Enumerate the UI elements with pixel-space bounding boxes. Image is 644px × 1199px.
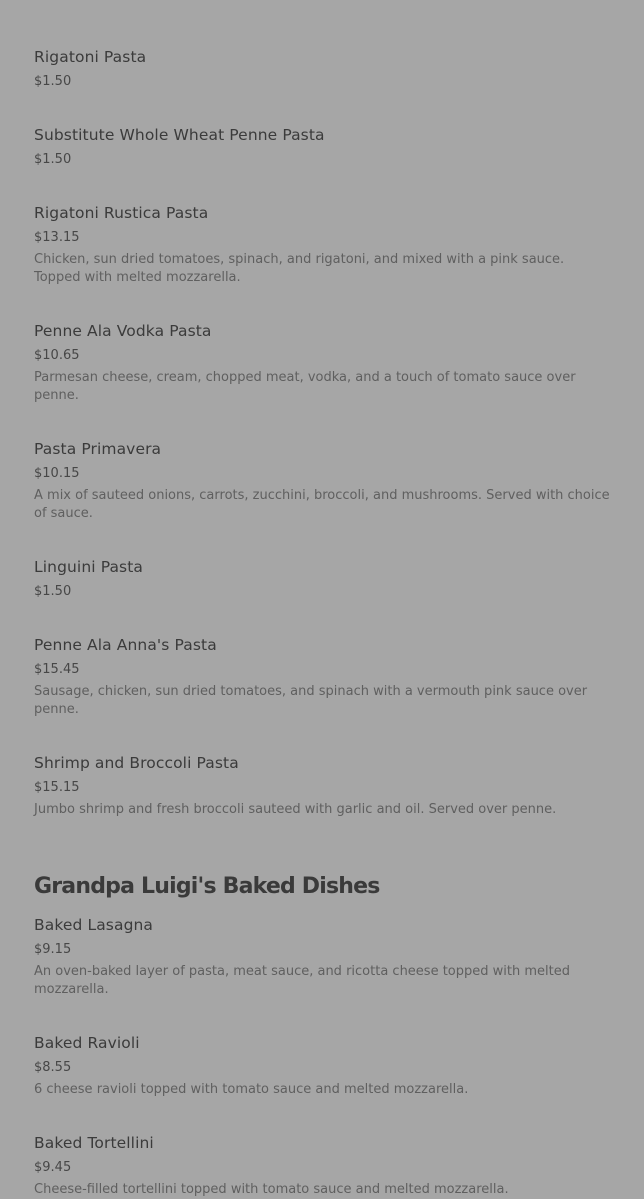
menu-item-price: $1.50 bbox=[34, 584, 72, 599]
menu-item-name: Baked Tortellini bbox=[34, 1134, 154, 1152]
menu-item[interactable] bbox=[34, 203, 614, 287]
menu-item-price: $1.50 bbox=[34, 74, 72, 89]
menu-item-price: $10.65 bbox=[34, 348, 80, 363]
menu-item[interactable] bbox=[34, 1133, 614, 1199]
menu-item-description bbox=[34, 0, 614, 3]
menu-content bbox=[34, 0, 614, 1199]
menu-item-name: Pasta Primavera bbox=[34, 440, 162, 458]
menu-item-name: Linguini Pasta bbox=[34, 558, 143, 576]
menu-item-description: Chicken, sun dried tomatoes, spinach, and rigatoni, and mixed with a pink sauce. Topped with melted mozzarella. bbox=[34, 252, 565, 285]
menu-item-name: Baked Ravioli bbox=[34, 1034, 140, 1052]
menu-item-name: Penne Ala Vodka Pasta bbox=[34, 322, 212, 340]
menu-item-description: Parmesan cheese, cream, chopped meat, vodka, and a touch of tomato sauce over penne. bbox=[34, 370, 576, 403]
menu-item[interactable] bbox=[34, 125, 614, 169]
menu-item-description: A mix of sauteed onions, carrots, zucchini, broccoli, and mushrooms. Served with choice of sauce. bbox=[34, 488, 610, 521]
menu-item-description: Sausage, chicken, sun dried tomatoes, and spinach with a vermouth pink sauce over penne. bbox=[34, 684, 588, 717]
menu-item-description: Cheese-filled tortellini topped with tomato sauce and melted mozzarella. bbox=[34, 1182, 509, 1197]
menu-item-price: $13.15 bbox=[34, 230, 80, 245]
menu-item-price: $1.50 bbox=[34, 152, 72, 167]
menu-item[interactable] bbox=[34, 1033, 614, 1099]
menu-item[interactable] bbox=[34, 557, 614, 601]
menu-item-price: $9.45 bbox=[34, 1160, 72, 1175]
menu-item[interactable] bbox=[34, 635, 614, 719]
menu-item-name: Shrimp and Broccoli Pasta bbox=[34, 754, 239, 772]
menu-item-name: Substitute Whole Wheat Penne Pasta bbox=[34, 126, 325, 144]
menu-item-name: Rigatoni Rustica Pasta bbox=[34, 204, 209, 222]
menu-item-name: Baked Lasagna bbox=[34, 916, 154, 934]
menu-item[interactable] bbox=[34, 321, 614, 405]
menu-item[interactable] bbox=[34, 753, 614, 819]
menu-item-price: $15.45 bbox=[34, 662, 80, 677]
menu-item[interactable] bbox=[34, 47, 614, 91]
section-title: Grandpa Luigi's Baked Dishes bbox=[34, 874, 380, 899]
menu-item-description: An oven-baked layer of pasta, meat sauce, and ricotta cheese topped with melted mozzarella. bbox=[34, 964, 570, 997]
menu-item[interactable] bbox=[34, 915, 614, 999]
menu-item-description: Jumbo shrimp and fresh broccoli sauteed with garlic and oil. Served over penne. bbox=[34, 802, 557, 817]
menu-item-price: $8.55 bbox=[34, 1060, 72, 1075]
menu-item-price: $10.15 bbox=[34, 466, 80, 481]
menu-item-name: Penne Ala Anna's Pasta bbox=[34, 636, 217, 654]
menu-item[interactable] bbox=[34, 439, 614, 523]
menu-item-price: $15.15 bbox=[34, 780, 80, 795]
menu-item-price: $9.15 bbox=[34, 942, 72, 957]
menu-item-description: 6 cheese ravioli topped with tomato sauce and melted mozzarella. bbox=[34, 1082, 469, 1097]
menu-item-name: Rigatoni Pasta bbox=[34, 48, 147, 66]
